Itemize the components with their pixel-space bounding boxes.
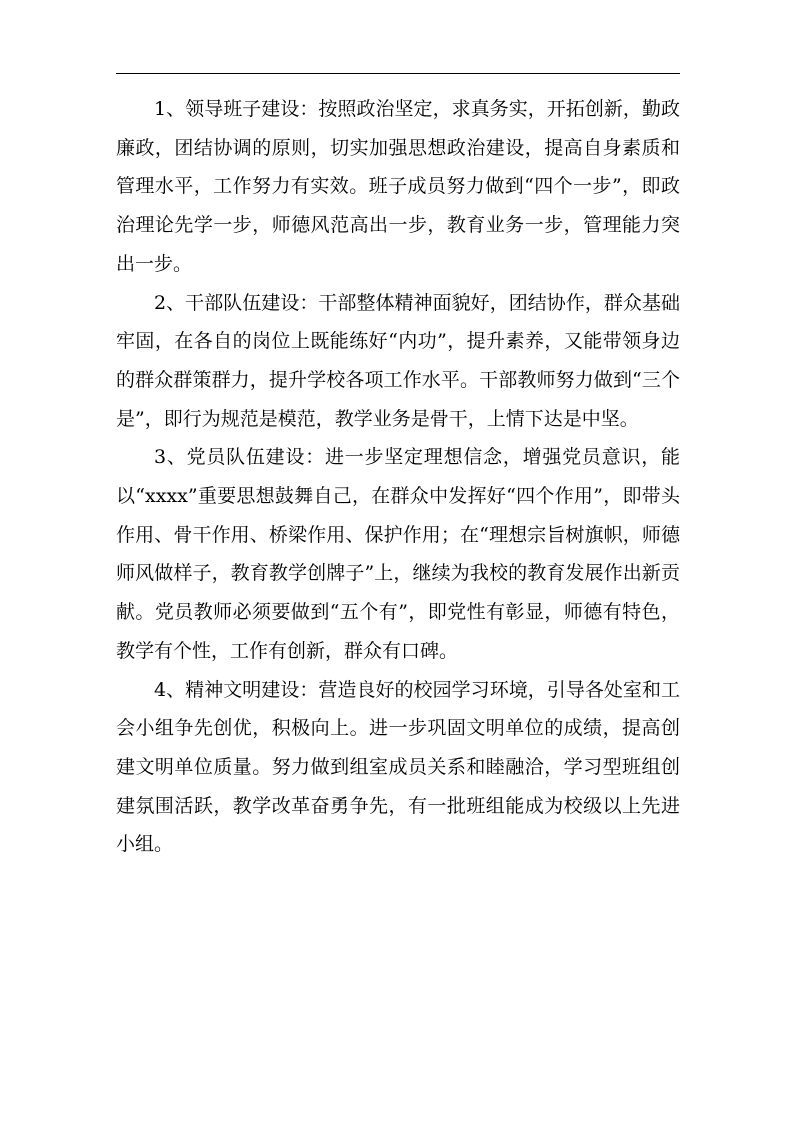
document-body xyxy=(116,90,680,864)
header-rule xyxy=(116,73,680,74)
paragraph-spiritual-civilization: 4、精神文明建设：营造良好的校园学习环境，引导各处室和工会小组争先创优，积极向上。进一步巩固文明单位的成绩，提高创建文明单位质量。努力做到组室成员关系和睦融洽，学习型班组创建氛围活跃，教学改革奋勇争先，有一批班组能成为校级以上先进小组。 xyxy=(116,678,680,856)
paragraph-leadership: 1、领导班子建设：按照政治坚定，求真务实，开拓创新，勤政廉政，团结协调的原则，切实加强思想政治建设，提高自身素质和管理水平，工作努力有实效。班子成员努力做到“四个一步”，即政治理论先学一步，师德风范高出一步，教育业务一步，管理能力突出一步。 xyxy=(116,98,680,275)
paragraph-party-members: 3、党员队伍建设：进一步坚定理想信念，增强党员意识，能以“xxxx”重要思想鼓舞自己，在群众中发挥好“四个作用”，即带头作用、骨干作用、桥梁作用、保护作用；在“理想宗旨树旗帜，师德师风做样子，教育教学创牌子”上，继续为我校的教育发展作出新贡献。党员教师必须要做到“五个有”，即党性有彰显，师德有特色，教学有个性，工作有创新，群众有口碑。 xyxy=(116,446,680,662)
paragraph-cadre-team: 2、干部队伍建设：干部整体精神面貌好，团结协作，群众基础牢固，在各自的岗位上既能练好“内功”，提升素养，又能带领身边的群众群策群力，提升学校各项工作水平。干部教师努力做到“三个是”，即行为规范是模范，教学业务是骨干，上情下达是中坚。 xyxy=(116,291,680,430)
